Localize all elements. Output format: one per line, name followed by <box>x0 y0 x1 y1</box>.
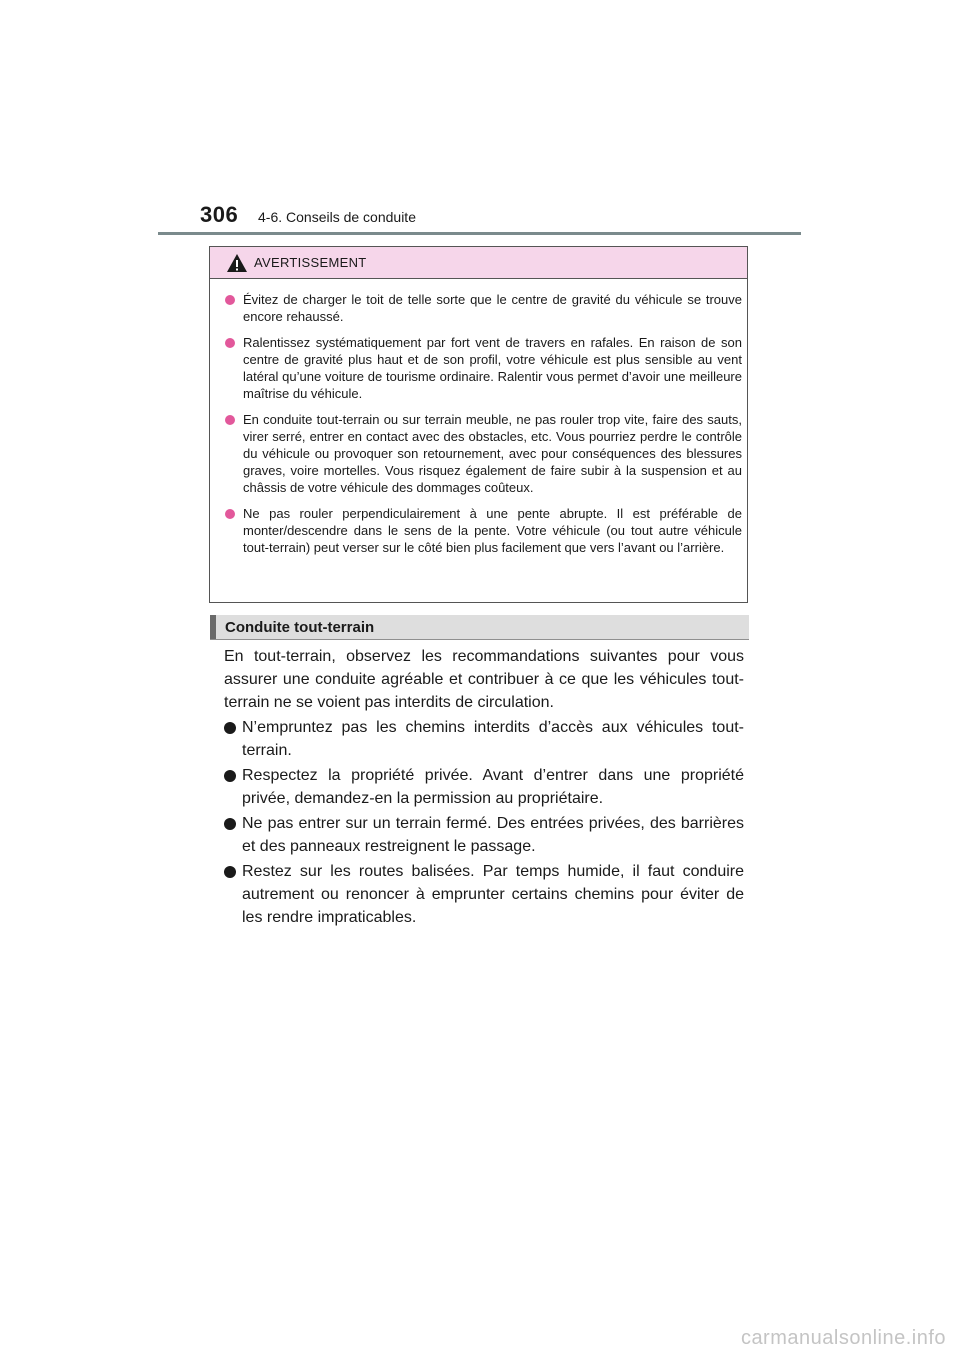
bullet-icon <box>224 722 236 734</box>
bullet-icon <box>224 770 236 782</box>
heading-accent-bar <box>210 615 216 639</box>
bullet-icon <box>224 818 236 830</box>
header-divider <box>158 232 801 235</box>
warning-item <box>224 505 742 556</box>
bullet-icon <box>225 295 235 305</box>
section-title: 4-6. Conseils de conduite <box>258 209 416 225</box>
page-number: 306 <box>200 202 239 227</box>
bullet-icon <box>224 866 236 878</box>
warning-item-text: Ralentissez systématiquement par fort vent de travers en rafales. En raison de son centre de gravité plus haut et de son profil, votre véhicule est plus sensible au vent latéral qu’une voiture de tourisme ordinaire. Ralentir vous permet d’avoir une meilleure maîtrise du véhicule. <box>243 335 742 401</box>
list-item-text: Ne pas entrer sur un terrain fermé. Des entrées privées, des barrières et des panneaux restreignent le passage. <box>242 815 744 855</box>
list-item <box>224 716 744 762</box>
page-header <box>0 0 960 236</box>
warning-item-text: Évitez de charger le toit de telle sorte que le centre de gravité du véhicule se trouve encore rehaussé. <box>243 292 742 324</box>
warning-title: AVERTISSEMENT <box>254 255 367 270</box>
warning-item-text: Ne pas rouler perpendiculairement à une pente abrupte. Il est préférable de monter/descendre dans le sens de la pente. Votre véhicule (ou tout autre véhicule tout-terrain) peut verser sur le côté bien plus facilement que vers l’avant ou l’arrière. <box>243 506 742 555</box>
section-heading <box>210 615 749 640</box>
bullet-icon <box>225 338 235 348</box>
section-body <box>224 645 744 931</box>
section-heading-text: Conduite tout-terrain <box>225 619 375 636</box>
watermark: carmanualsonline.info <box>740 1327 946 1349</box>
list-item <box>224 764 744 810</box>
warning-body <box>210 279 747 556</box>
list-item-text: Respectez la propriété privée. Avant d’entrer dans une propriété privée, demandez-en la permission au propriétaire. <box>242 767 744 807</box>
warning-item <box>224 334 742 402</box>
list-item-text: N’empruntez pas les chemins interdits d’accès aux véhicules tout-terrain. <box>242 719 744 759</box>
warning-header <box>210 247 747 279</box>
bullet-icon <box>225 415 235 425</box>
warning-triangle-icon <box>226 253 248 273</box>
list-item <box>224 812 744 858</box>
warning-item <box>224 411 742 496</box>
warning-item-text: En conduite tout-terrain ou sur terrain meuble, ne pas rouler trop vite, faire des sauts, virer serré, entrer en contact avec des obstacles, etc. Vous pourriez perdre le contrôle du véhicule ou provoquer son retournement, avec pour conséquences des blessures graves, voire mortelles. Vous risquez également de faire subir à la suspension et au châssis de votre véhicule des dommages coûteux. <box>243 412 742 495</box>
list-item <box>224 860 744 929</box>
intro-paragraph: En tout-terrain, observez les recommandations suivantes pour vous assurer une conduite agréable et contribuer à ce que les véhicules tout-terrain ne se voient pas interdits de circulation. <box>224 648 744 711</box>
warning-item <box>224 291 742 325</box>
warning-box <box>209 246 748 603</box>
list-item-text: Restez sur les routes balisées. Par temps humide, il faut conduire autrement ou renoncer à emprunter certains chemins pour éviter de les rendre impraticables. <box>242 863 744 926</box>
bullet-icon <box>225 509 235 519</box>
